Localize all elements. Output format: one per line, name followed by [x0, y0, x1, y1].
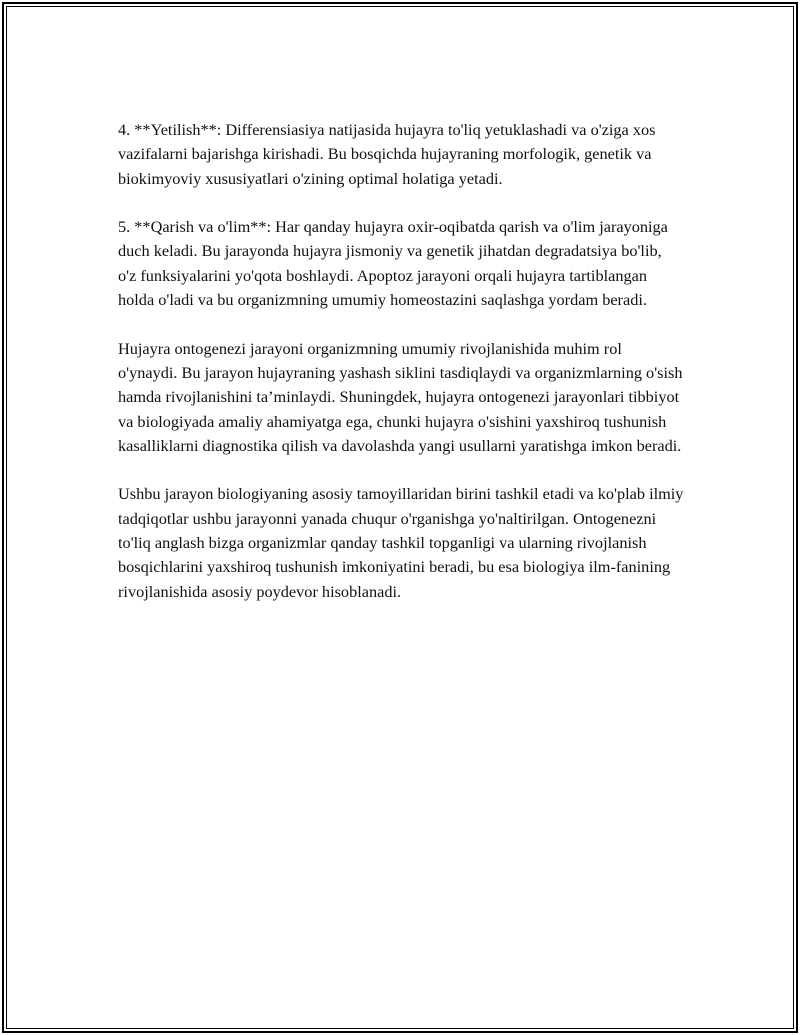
document-body — [118, 118, 684, 628]
paragraph-qarish-va-olim: 5. **Qarish va o'lim**: Har qanday hujayra oxir-oqibatda qarish va o'lim jarayoniga duch keladi. Bu jarayonda hujayra jismoniy va genetik jihatdan degradatsiya bo'lib, o'z funksiyalarini yo'qota boshlaydi. Apoptoz jarayoni orqali hujayra tartiblangan holda o'ladi va bu organizmning umumiy homeostazini saqlashga yordam beradi. — [118, 217, 668, 310]
paragraph-xulosa: Ushbu jarayon biologiyaning asosiy tamoyillaridan birini tashkil etadi va ko'plab ilmiy tadqiqotlar ushbu jarayonni yanada chuqur o'rganishga yo'naltirilgan. Ontogenezni to'liq anglash bizga organizmlar qanday tashkil topganligi va ularning rivojlanish bosqichlarini yaxshiroq tushunish imkoniyatini beradi, bu esa biologiya ilm-fanining rivojlanishida asosiy poydevor hisoblanadi. — [118, 484, 684, 601]
paragraph-ontogenez-ahamiyati: Hujayra ontogenezi jarayoni organizmning umumiy rivojlanishida muhim rol o'ynaydi. Bu jarayon hujayraning yashash siklini tasdiqlaydi va organizmlarning o'sish hamda rivojlanishini ta’minlaydi. Shuningdek, hujayra ontogenezi jarayonlari tibbiyot va biologiyada amaliy ahamiyatga ega, chunki hujayra o'sishini yaxshiroq tushunish kasalliklarni diagnostika qilish va davolashda yangi usullarni yaratishga imkon beradi. — [118, 338, 683, 455]
paragraph-yetilish: 4. **Yetilish**: Differensiasiya natijasida hujayra to'liq yetuklashadi va o'ziga xos vazifalarni bajarishga kirishadi. Bu bosqichda hujayraning morfologik, genetik va biokimyoviy xususiyatlari o'zining optimal holatiga yetadi. — [118, 120, 656, 188]
